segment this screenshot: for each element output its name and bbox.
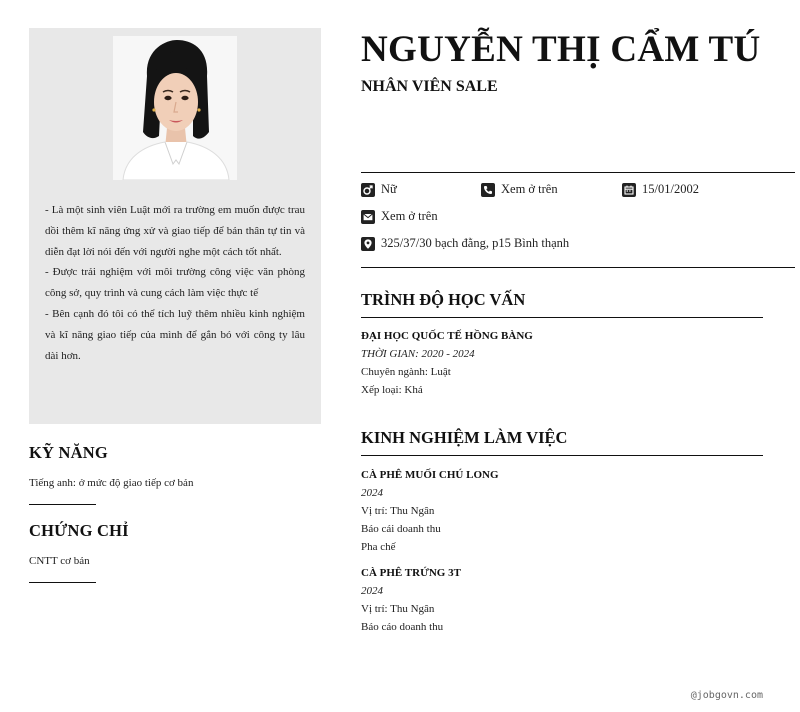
calendar-icon bbox=[622, 183, 636, 197]
skills-section bbox=[29, 443, 321, 505]
experience-section bbox=[361, 428, 763, 633]
work-position: Vị trí: Thu Ngân bbox=[361, 603, 435, 615]
skills-divider bbox=[29, 504, 96, 505]
contact-address bbox=[361, 236, 569, 251]
education-section bbox=[361, 290, 763, 396]
address-value: 325/37/30 bạch đằng, p15 Bình thạnh bbox=[381, 236, 570, 250]
work-year: 2024 bbox=[361, 585, 383, 597]
portrait-illustration bbox=[113, 36, 237, 180]
profile-panel bbox=[29, 28, 321, 424]
major: Chuyên ngành: Luật bbox=[361, 366, 451, 378]
certificates-section bbox=[29, 521, 321, 583]
contact-divider bbox=[361, 267, 795, 268]
experience-entry bbox=[361, 469, 763, 553]
header-divider bbox=[361, 172, 795, 173]
career-summary bbox=[45, 200, 305, 366]
email-icon bbox=[361, 210, 375, 224]
summary-paragraph: - Là một sinh viên Luật mới ra trường em muốn được trau dồi thêm kĩ năng ứng xử và giao tiếp để bản thân tự tin và diễn đạt lời nói đến với người nghe một cách tốt nhất. bbox=[45, 204, 305, 258]
job-title: NHÂN VIÊN SALE bbox=[361, 78, 498, 95]
experience-divider bbox=[361, 455, 763, 456]
contact-dob bbox=[622, 182, 699, 197]
candidate-name: NGUYỄN THỊ CẨM TÚ bbox=[361, 29, 761, 70]
skills-text: Tiếng anh: ở mức độ giao tiếp cơ bản bbox=[29, 477, 194, 489]
skills-title: KỸ NĂNG bbox=[29, 443, 108, 462]
education-title: TRÌNH ĐỘ HỌC VẤN bbox=[361, 290, 526, 309]
email-value: Xem ở trên bbox=[381, 209, 438, 223]
graduation-rank: Xếp loại: Khá bbox=[361, 384, 423, 396]
dob-value: 15/01/2002 bbox=[642, 182, 699, 196]
company-name: CÀ PHÊ TRỨNG 3T bbox=[361, 567, 461, 579]
summary-paragraph: - Được trải nghiệm với môi trường công việc văn phòng công sở, quy trình và cung cách làm việc thực tế bbox=[45, 266, 305, 300]
work-task: Pha chế bbox=[361, 541, 396, 553]
contact-email bbox=[361, 209, 438, 224]
certificates-text: CNTT cơ bản bbox=[29, 555, 90, 567]
education-entry bbox=[361, 330, 763, 396]
location-icon bbox=[361, 237, 375, 251]
contact-phone bbox=[481, 182, 558, 197]
school-name: ĐẠI HỌC QUỐC TẾ HỒNG BÀNG bbox=[361, 330, 533, 342]
work-year: 2024 bbox=[361, 487, 383, 499]
summary-paragraph: - Bên cạnh đó tôi có thể tích luỹ thêm nhiều kinh nghiệm và kĩ năng giao tiếp của mình để gắn bó với công ty lâu dài hơn. bbox=[45, 307, 305, 362]
gender-value: Nữ bbox=[381, 182, 397, 196]
company-name: CÀ PHÊ MUỐI CHÚ LONG bbox=[361, 469, 499, 481]
watermark-text: @jobgovn.com bbox=[690, 690, 763, 701]
contact-gender bbox=[361, 182, 397, 197]
experience-entry bbox=[361, 567, 763, 633]
certificates-divider bbox=[29, 582, 96, 583]
portrait-photo bbox=[113, 36, 237, 180]
phone-icon bbox=[481, 183, 495, 197]
experience-title: KINH NGHIỆM LÀM VIỆC bbox=[361, 428, 568, 447]
gender-icon bbox=[361, 183, 375, 197]
work-task: Báo cáo doanh thu bbox=[361, 621, 444, 633]
study-period: THỜI GIAN: 2020 - 2024 bbox=[361, 348, 475, 360]
education-divider bbox=[361, 317, 763, 318]
phone-value: Xem ở trên bbox=[501, 182, 558, 196]
work-position: Vị trí: Thu Ngân bbox=[361, 505, 435, 517]
work-task: Báo cái doanh thu bbox=[361, 523, 441, 535]
certificates-title: CHỨNG CHỈ bbox=[29, 521, 129, 540]
